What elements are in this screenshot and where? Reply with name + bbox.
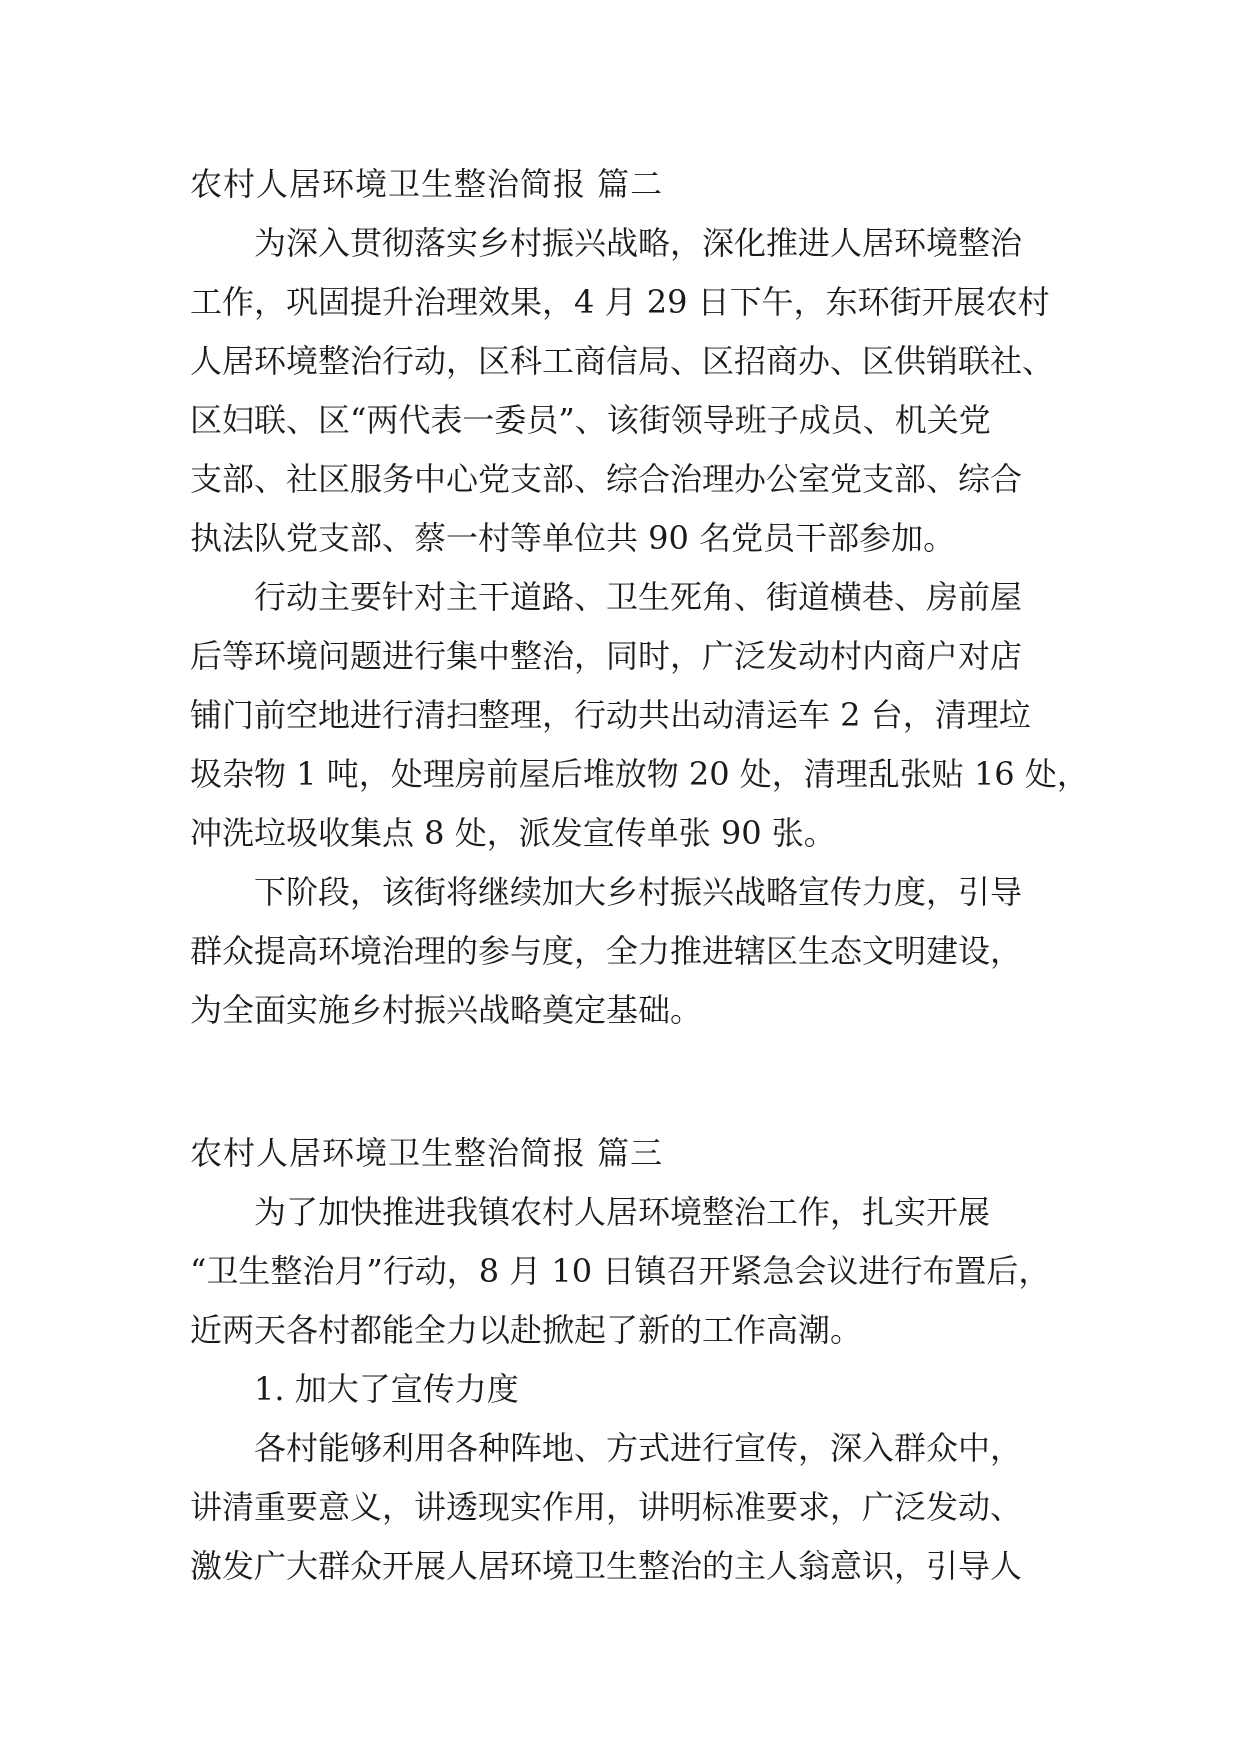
section-spacer [190,1040,1060,1124]
paragraph-line: 工作，巩固提升治理效果，4 月 29 日下午，东环街开展农村 [190,283,1050,321]
paragraph-line: 人居环境整治行动，区科工商信局、区招商办、区供销联社、 [190,342,1055,380]
section-2-paragraph-1 [190,214,1060,568]
paragraph-line: 讲清重要意义，讲透现实作用，讲明标准要求，广泛发动、 [190,1488,1023,1526]
paragraph-line: 下阶段，该街将继续加大乡村振兴战略宣传力度，引导 [254,873,1023,911]
section-2-paragraph-2 [190,568,1089,863]
paragraph-line: 为全面实施乡村振兴战略奠定基础。 [190,991,703,1029]
section-2-paragraph-3 [190,863,1060,1040]
subheading-line: 1. 加大了宣传力度 [254,1370,519,1408]
paragraph-line: 支部、社区服务中心党支部、综合治理办公室党支部、综合 [190,460,1023,498]
paragraph-line: 行动主要针对主干道路、卫生死角、街道横巷、房前屋 [254,578,1023,616]
paragraph-line: “卫生整治月”行动，8 月 10 日镇召开紧急会议进行布置后， [190,1252,1051,1290]
paragraph-line: 激发广大群众开展人居环境卫生整治的主人翁意识，引导人 [190,1547,1023,1585]
paragraph-line: 为了加快推进我镇农村人居环境整治工作，扎实开展 [254,1193,991,1231]
document-body [190,155,1089,1596]
paragraph-line: 后等环境问题进行集中整治，同时，广泛发动村内商户对店 [190,637,1023,675]
section-title-2: 农村人居环境卫生整治简报 篇二 [190,165,664,203]
paragraph-line: 铺门前空地进行清扫整理，行动共出动清运车 2 台，清理垃 [190,696,1031,734]
paragraph-line: 群众提高环境治理的参与度，全力推进辖区生态文明建设， [190,932,1023,970]
paragraph-line: 区妇联、区“两代表一委员”、该街领导班子成员、机关党 [190,401,991,439]
section-3-paragraph-1 [190,1183,1060,1360]
paragraph-line: 冲洗垃圾收集点 8 处，派发宣传单张 90 张。 [190,814,836,852]
section-3-subheading [190,1360,1060,1419]
paragraph-line: 近两天各村都能全力以赴掀起了新的工作高潮。 [190,1311,863,1349]
paragraph-line: 圾杂物 1 吨，处理房前屋后堆放物 20 处，清理乱张贴 16 处， [190,755,1089,793]
paragraph-line: 为深入贯彻落实乡村振兴战略，深化推进人居环境整治 [254,224,1023,262]
section-3-paragraph-2 [190,1419,1060,1596]
paragraph-line: 各村能够利用各种阵地、方式进行宣传，深入群众中， [254,1429,1023,1467]
section-title-3: 农村人居环境卫生整治简报 篇三 [190,1134,664,1172]
paragraph-line: 执法队党支部、蔡一村等单位共 90 名党员干部参加。 [190,519,956,557]
